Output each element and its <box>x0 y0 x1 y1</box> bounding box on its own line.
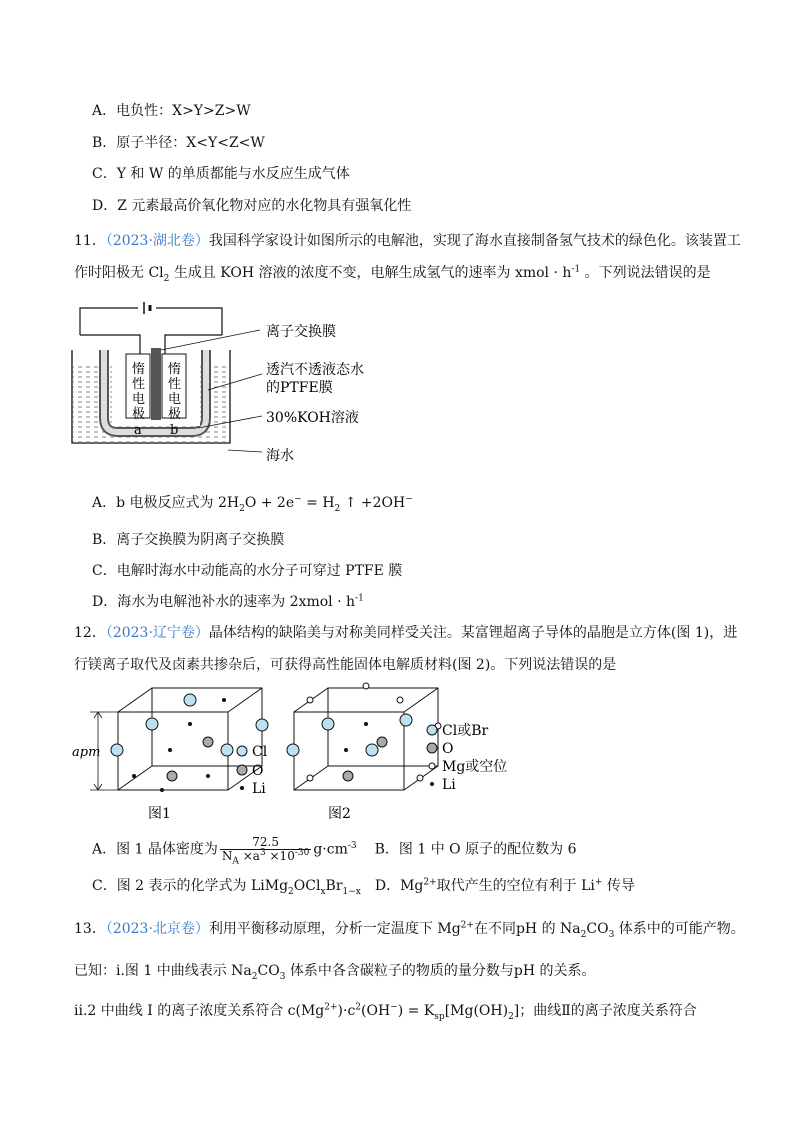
q12-source: （2023·辽宁卷） <box>105 625 209 641</box>
electrode-b-label: b <box>170 423 179 438</box>
electrode-a-label: a <box>134 423 142 438</box>
mg-vacancy-atom <box>417 775 423 781</box>
label-ion-exchange-membrane: 离子交换膜 <box>266 324 336 340</box>
legend2-mg-vacancy: Mg或空位 <box>442 759 508 775</box>
li-atom <box>188 722 192 726</box>
cl-atom <box>256 719 268 731</box>
q11-text1: 我国科学家设计如图所示的电解池，实现了海水直接制备氢气技术的绿色化。该装置工 <box>208 233 741 249</box>
li-atom <box>132 774 136 778</box>
q13-known-line: 已知：i.图 1 中曲线表示 $Na_2CO_3$ 体系中各含碳粒子的物质的量分数与pH 的关系。 <box>74 963 596 982</box>
q13-ii-line: ii.2 中曲线 I 的离子浓度关系符合 $c(Mg^{2+})\cdot c^2(OH^-) = K_{sp}[Mg(OH)_2]$；曲线Ⅱ的离子浓度关系符合 <box>74 1002 697 1022</box>
q13-stem-line1: 13．（2023·北京卷）利用平衡移动原理，分析一定温度下 $Mg^{2+}$在不同pH 的 $Na_2CO_3$ 体系中的可能产物。 <box>74 920 745 940</box>
legend1-o: O <box>252 763 264 779</box>
cl-br-atom <box>287 744 299 756</box>
q11-source: （2023·湖北卷） <box>105 233 209 249</box>
crystal-cell-figure-2 <box>282 680 532 825</box>
q10-option-d: D．Z 元素最高价氧化物对应的水化物具有强氧化性 <box>92 198 412 214</box>
q11-number: 11． <box>74 233 106 249</box>
q12-option-b: B．图 1 中 O 原子的配位数为 6 <box>374 841 577 858</box>
crystal-cell-figure-1 <box>72 680 282 825</box>
o-atom <box>203 737 213 747</box>
cl-atom <box>184 694 196 706</box>
q13-number: 13． <box>74 921 106 937</box>
q11-stem-line2: 作时阳极无 $Cl_2$ 生成且 KOH 溶液的浓度不变，电解生成氢气的速率为 xmol · $h^{-1}$ 。下列说法错误的是 <box>74 264 711 284</box>
q12-stem-line1: 12．（2023·辽宁卷）晶体结构的缺陷美与对称美同样受关注。某富锂超离子导体的晶胞是立方体(图 1)，进 <box>74 625 738 641</box>
legend1-cl: Cl <box>252 744 268 760</box>
legend2-cl-br: Cl或Br <box>442 723 489 739</box>
q10-option-b: B．原子半径：X<Y<Z<W <box>92 135 265 151</box>
q11-option-a: A．b 电极反应式为 $2H_2O + 2e^- = H_2$ ↑ +2OH− <box>92 494 413 514</box>
q11-stem-line1 <box>74 231 741 251</box>
legend2-o: O <box>442 741 454 757</box>
li-atom <box>168 748 172 752</box>
label-seawater: 海水 <box>266 448 294 464</box>
cl-br-atom <box>366 744 378 756</box>
cl-br-atom <box>322 718 334 730</box>
cl-atom <box>111 744 123 756</box>
q11-option-d: D．海水为电解池补水的速率为 2xmol · $h^{-1}$ <box>92 593 364 610</box>
q12-stem-line2: 行镁离子取代及卤素共掺杂后，可获得高性能固体电解质材料(图 2)。下列说法错误的是 <box>74 657 617 673</box>
o-atom <box>343 771 353 781</box>
q12-option-row-cd: C．图 2 表示的化学式为 $LiMg_2OCl_xBr_{1-x}$ D．$Mg^{2+}$取代产生的空位有利于 Li+ 传导 <box>92 877 635 897</box>
label-ptfe-line2: 的PTFE膜 <box>266 380 333 396</box>
o-atom <box>377 737 387 747</box>
li-atom <box>160 788 164 792</box>
li-atom <box>206 774 210 778</box>
legend1-li: Li <box>252 781 266 797</box>
q10-option-c: C．Y 和 W 的单质都能与水反应生成气体 <box>92 166 350 182</box>
electrolysis-cell-diagram <box>70 300 400 470</box>
svg-text:电: 电 <box>168 392 182 407</box>
label-koh: 30%KOH溶液 <box>266 410 359 426</box>
mg-vacancy-atom <box>307 697 313 703</box>
fig1-caption: 图1 <box>148 806 171 822</box>
apm-label: apm <box>72 745 101 760</box>
svg-text:性: 性 <box>168 377 182 392</box>
label-ptfe-line1: 透汽不透液态水 <box>266 362 364 378</box>
q12-number: 12． <box>74 625 106 641</box>
q12-option-row-ab: A．图 1 晶体密度为 $\frac{72.5}{N_A \times a^3 \times 10^{-30}}$ $g\cdot cm^{-3}$ B．图 1 中 O 原子的配位数为 6 <box>92 835 577 867</box>
q13-source: （2023·北京卷） <box>105 921 209 937</box>
svg-text:性: 性 <box>132 377 146 392</box>
svg-text:电: 电 <box>132 392 146 407</box>
cl-atom <box>146 718 158 730</box>
legend2-li: Li <box>442 777 456 793</box>
svg-text:极: 极 <box>168 407 182 422</box>
o-atom <box>167 771 177 781</box>
mg-vacancy-atom <box>363 683 369 689</box>
fig2-caption: 图2 <box>328 806 351 822</box>
cl-br-atom <box>400 714 412 726</box>
electrode-a-char1: 惰 <box>132 362 146 377</box>
svg-text:极: 极 <box>132 407 146 422</box>
mg-vacancy-atom <box>307 775 313 781</box>
cl-atom <box>221 744 233 756</box>
mg-vacancy-atom <box>397 697 403 703</box>
density-fraction: $\frac{72.5}{N_A \times a^3 \times 10^{-30}}$ <box>221 835 310 867</box>
li-atom <box>364 722 368 726</box>
li-atom <box>222 698 226 702</box>
q11-option-b: B．离子交换膜为阴离子交换膜 <box>92 532 285 548</box>
q10-option-a: A．电负性：X>Y>Z>W <box>92 103 251 119</box>
electrode-b-char1: 惰 <box>168 362 182 377</box>
li-atom <box>344 748 348 752</box>
q11-option-c: C．电解时海水中动能高的水分子可穿过 PTFE 膜 <box>92 563 403 579</box>
q12-option-d-prefix: D．Mg <box>374 878 424 894</box>
